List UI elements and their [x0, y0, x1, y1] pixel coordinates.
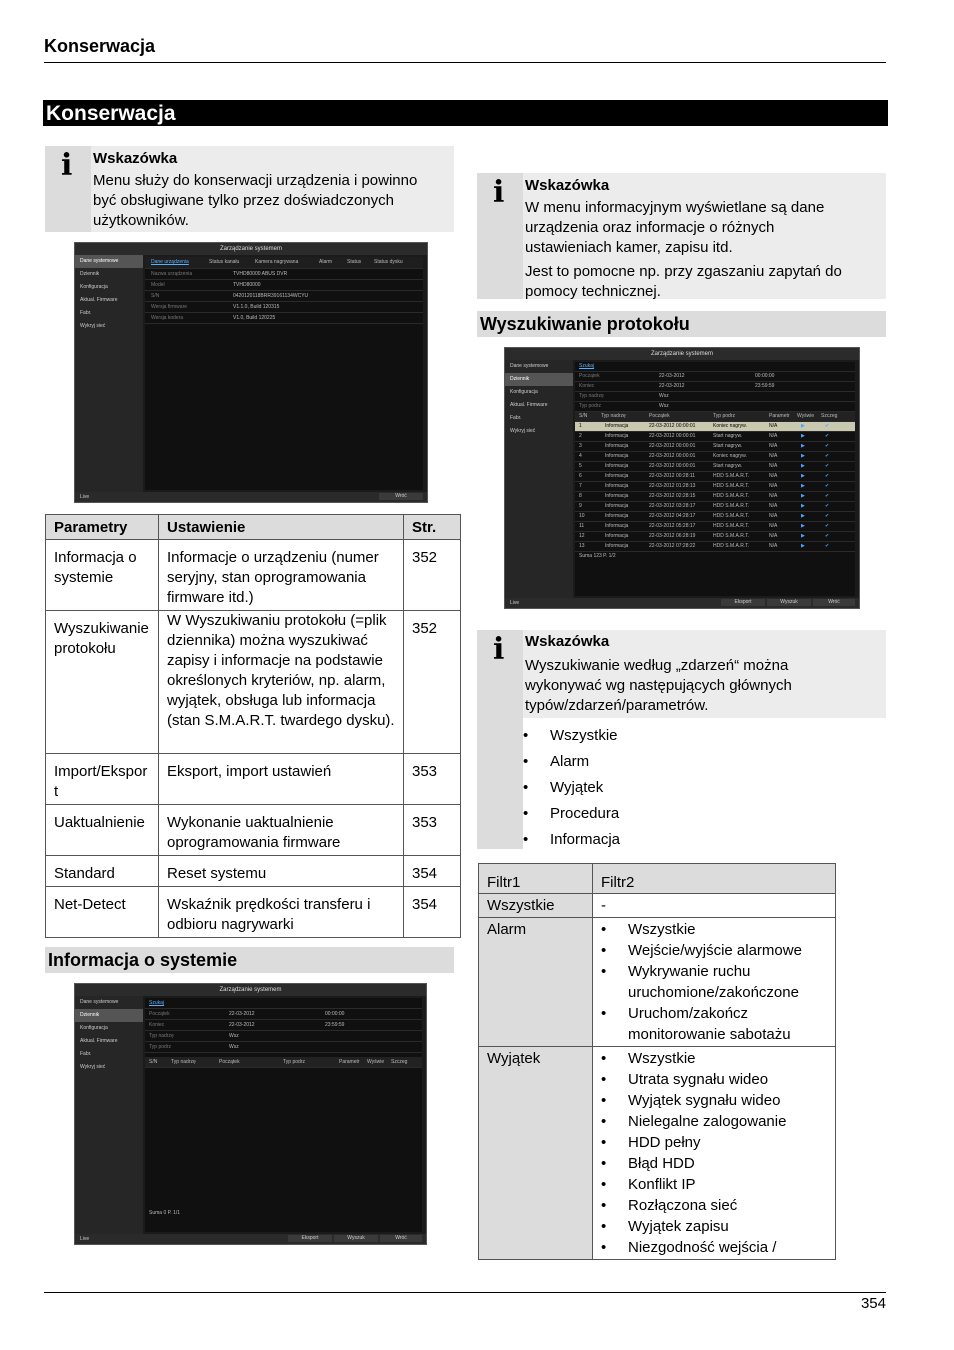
note-maintenance: [45, 146, 454, 232]
note-title: Wskazówka: [525, 177, 610, 194]
col-header: Parametry: [46, 515, 159, 540]
list-item: • Alarm: [523, 749, 620, 775]
sidebar-item-system-data[interactable]: Dane systemowe: [510, 363, 549, 369]
details-icon[interactable]: ✔: [825, 533, 830, 539]
table-cell: 22-03-2012 00:00:01: [649, 423, 696, 429]
details-icon[interactable]: ✔: [825, 473, 830, 479]
details-icon[interactable]: ✔: [825, 483, 830, 489]
table-row[interactable]: [575, 442, 855, 452]
page-number: 354: [860, 1295, 886, 1312]
info-icon: i: [45, 146, 91, 232]
filter-row[interactable]: Początek 22-03-2012 00:00:00: [145, 1009, 422, 1020]
play-icon[interactable]: ▶: [801, 463, 805, 469]
result-summary: Suma 0 P. 1/1: [149, 1210, 181, 1216]
table-cell: Start nagryw.: [713, 443, 743, 449]
list-item: • Wyjątek: [523, 775, 620, 801]
table-row[interactable]: [575, 472, 855, 482]
live-label: Live: [80, 494, 90, 500]
table-cell: W Wyszukiwaniu protokołu (=plik dziennika) można wyszukiwać zapisy i informacje na podstawie określonych kryteriów, np. alarm, wyjątek, obsługa lub informacja (stan S.M.A.R.T. twardego dysku).: [159, 611, 404, 754]
table-cell: HDD S.M.A.R.T.: [713, 473, 750, 479]
table-cell: Informacja: [605, 463, 629, 469]
subheading-log-search: Wyszukiwanie protokołu: [477, 311, 886, 337]
export-button[interactable]: Eksport: [288, 1235, 332, 1242]
section-banner: Konserwacja: [43, 100, 888, 126]
table-cell: 12: [579, 533, 585, 539]
table-row[interactable]: [575, 452, 855, 462]
table-cell: 22-03-2012 00:00:01: [649, 433, 696, 439]
table-cell: -: [593, 894, 836, 918]
list-item: • HDD pełny: [601, 1132, 827, 1153]
table-cell: N/A: [769, 523, 778, 529]
result-header: S/N Typ nadrzę Początek Typ podrz Parametr Wyświe Szczeg: [145, 1057, 422, 1068]
col-header: Ustawienie: [159, 515, 404, 540]
back-button[interactable]: Wróć: [379, 493, 423, 500]
table-cell: 22-03-2012 03:28:17: [649, 503, 696, 509]
play-icon[interactable]: ▶: [801, 433, 805, 439]
sidebar-item-factory[interactable]: Fabr.: [80, 310, 92, 316]
list-item: • Wejście/wyjście alarmowe: [601, 940, 827, 961]
table-cell: Informacja: [605, 493, 629, 499]
play-icon[interactable]: ▶: [801, 523, 805, 529]
table-cell: Start nagryw.: [713, 463, 743, 469]
info-row: Model TVHD80000: [145, 280, 423, 291]
tab-recording-camera[interactable]: Kamera nagrywana: [255, 259, 299, 265]
filter-row[interactable]: Typ podrz Wsz: [145, 1042, 422, 1053]
play-icon[interactable]: ▶: [801, 503, 805, 509]
table-cell: Informacje o urządzeniu (numer seryjny, stan oprogramowania firmware itd.): [159, 540, 404, 611]
table-row[interactable]: [575, 492, 855, 502]
table-cell: 353: [404, 805, 461, 856]
table-cell: 4: [579, 453, 582, 459]
info-panel: [145, 257, 423, 490]
list-item: • Konflikt IP: [601, 1174, 827, 1195]
sidebar-item-log[interactable]: Dziennik: [75, 1009, 143, 1022]
filter-row[interactable]: Koniec 22-03-2012 23:59:59: [575, 382, 855, 392]
table-cell: 22-03-2012 00:00:01: [649, 463, 696, 469]
sidebar: [505, 360, 573, 598]
table-cell: N/A: [769, 513, 778, 519]
table-cell: HDD S.M.A.R.T.: [713, 513, 750, 519]
table-cell: Net-Detect: [46, 887, 159, 938]
table-cell: Informacja: [605, 483, 629, 489]
info-row: Nazwa urządzenia TVHD80000 ABUS DVR: [145, 269, 423, 280]
play-icon[interactable]: ▶: [801, 493, 805, 499]
table-cell: HDD S.M.A.R.T.: [713, 503, 750, 509]
table-cell: N/A: [769, 423, 778, 429]
table-cell: 22-03-2012 05:28:17: [649, 523, 696, 529]
list-item: • Procedura: [523, 801, 620, 827]
dvr-screenshot-system-info: [74, 242, 428, 503]
note-info-menu: [477, 173, 886, 299]
table-cell: 8: [579, 493, 582, 499]
search-button[interactable]: Wyszuk: [334, 1235, 378, 1242]
table-cell: HDD S.M.A.R.T.: [713, 533, 750, 539]
tab-bar: [145, 257, 423, 269]
log-panel: [575, 362, 855, 596]
info-row: Wersja kodera V1.0, Build 120225: [145, 313, 423, 324]
sidebar-item-log[interactable]: Dziennik: [505, 373, 573, 386]
play-icon[interactable]: ▶: [801, 533, 805, 539]
dvr-screenshot-log-empty: [74, 983, 427, 1245]
table-cell: N/A: [769, 543, 778, 549]
table-cell: HDD S.M.A.R.T.: [713, 483, 750, 489]
table-row[interactable]: [575, 482, 855, 492]
search-tab: Szukaj: [575, 362, 855, 372]
filter-row[interactable]: Typ nadrzę Wsz: [145, 1031, 422, 1042]
table-cell: 13: [579, 543, 585, 549]
table-cell: Informacja o systemie: [46, 540, 159, 611]
table-cell: N/A: [769, 533, 778, 539]
list-item: • Wyjątek sygnału wideo: [601, 1090, 827, 1111]
play-icon[interactable]: ▶: [801, 443, 805, 449]
table-cell: Informacja: [605, 503, 629, 509]
details-icon[interactable]: ✔: [825, 433, 830, 439]
window-title: Zarządzanie systemem: [505, 348, 859, 360]
table-cell: Wykonanie uaktualnienie oprogramowania firmware: [159, 805, 404, 856]
table-cell: [593, 918, 836, 1047]
table-cell: 2: [579, 433, 582, 439]
export-button[interactable]: Eksport: [721, 599, 765, 606]
table-cell: 354: [404, 856, 461, 887]
table-cell: HDD S.M.A.R.T.: [713, 543, 750, 549]
table-cell: 9: [579, 503, 582, 509]
table-row[interactable]: [575, 532, 855, 542]
footer-rule: [44, 1292, 886, 1293]
parameters-table: [45, 514, 461, 938]
list-item: • Błąd HDD: [601, 1153, 827, 1174]
col-header: Str.: [404, 515, 461, 540]
details-icon[interactable]: ✔: [825, 543, 830, 549]
list-item: • Informacja: [523, 827, 620, 853]
filter-row[interactable]: Koniec 22-03-2012 23:59:59: [145, 1020, 422, 1031]
tab-disk-status[interactable]: Status dysku: [374, 259, 403, 265]
table-cell: Informacja: [605, 543, 629, 549]
dvr-screenshot-log-results: [504, 347, 860, 609]
info-row: S/N 0420120118BRR39161134WCYU: [145, 291, 423, 302]
play-icon[interactable]: ▶: [801, 453, 805, 459]
table-cell: 22-03-2012 01:28:13: [649, 483, 696, 489]
table-cell: Informacja: [605, 423, 629, 429]
table-cell: 22-03-2012 02:28:15: [649, 493, 696, 499]
back-button[interactable]: Wróć: [380, 1235, 422, 1242]
window-title: Zarządzanie systemem: [75, 243, 427, 255]
details-icon[interactable]: ✔: [825, 493, 830, 499]
tab-status[interactable]: Status: [347, 259, 362, 265]
table-cell: N/A: [769, 483, 778, 489]
table-cell: 11: [579, 523, 585, 529]
table-cell: Eksport, import ustawień: [159, 754, 404, 805]
table-cell: 22-03-2012 04:28:17: [649, 513, 696, 519]
sidebar-item-firmware[interactable]: Aktual. Firmware: [80, 297, 118, 303]
table-cell: 5: [579, 463, 582, 469]
list-item: • Wszystkie: [601, 919, 827, 940]
sidebar-item-config[interactable]: Konfiguracja: [80, 1025, 108, 1031]
table-row[interactable]: [575, 542, 855, 552]
tab-device-info[interactable]: Dane urządzenia: [151, 259, 189, 265]
filter-row[interactable]: Początek 22-03-2012 00:00:00: [575, 372, 855, 382]
list-item: • Wykrywanie ruchu uruchomione/zakończone: [601, 961, 827, 1003]
sidebar: [75, 996, 143, 1234]
sidebar-item-factory[interactable]: Fabr.: [80, 1051, 92, 1057]
sidebar-item-system-data[interactable]: Dane systemowe: [75, 255, 143, 268]
sidebar-item-log[interactable]: Dziennik: [80, 271, 100, 277]
sidebar-item-config[interactable]: Konfiguracja: [510, 389, 538, 395]
table-cell: Informacja: [605, 533, 629, 539]
live-label: Live: [510, 600, 520, 606]
table-cell: HDD S.M.A.R.T.: [713, 493, 750, 499]
play-icon[interactable]: ▶: [801, 423, 805, 429]
table-cell: N/A: [769, 463, 778, 469]
table-cell: 22-03-2012 00:28:11: [649, 473, 696, 479]
list-item: • Niezgodność wejścia /: [601, 1237, 827, 1258]
list-item: • Nielegalne zalogowanie: [601, 1111, 827, 1132]
table-cell: 22-03-2012 06:28:19: [649, 533, 696, 539]
note-title: Wskazówka: [525, 633, 610, 650]
table-cell: 352: [404, 611, 461, 754]
table-cell: N/A: [769, 443, 778, 449]
table-row[interactable]: [575, 522, 855, 532]
search-tab: Szukaj: [145, 998, 422, 1009]
sidebar-item-firmware[interactable]: Aktual. Firmware: [80, 1038, 118, 1044]
list-item: • Rozłączona sieć: [601, 1195, 827, 1216]
note-title: Wskazówka: [93, 150, 178, 167]
details-icon[interactable]: ✔: [825, 513, 830, 519]
tab-channel-status[interactable]: Status kanału: [209, 259, 240, 265]
result-list: [575, 422, 855, 552]
filter-table: [478, 863, 836, 1260]
table-cell: Reset systemu: [159, 856, 404, 887]
table-cell: Wskaźnik prędkości transferu i odbioru nagrywarki: [159, 887, 404, 938]
col-header: Filtr2: [593, 864, 836, 894]
table-cell: 10: [579, 513, 585, 519]
filter-row[interactable]: Typ nadrzę Wsz: [575, 392, 855, 402]
table-row[interactable]: [575, 462, 855, 472]
table-cell: 7: [579, 483, 582, 489]
tab-alarm[interactable]: Alarm: [319, 259, 333, 265]
table-cell: Start nagryw.: [713, 433, 743, 439]
back-button[interactable]: Wróć: [813, 599, 855, 606]
table-row[interactable]: [575, 512, 855, 522]
sidebar: [75, 255, 143, 492]
table-cell: N/A: [769, 493, 778, 499]
table-cell: 22-03-2012 00:00:01: [649, 443, 696, 449]
table-cell: Informacja: [605, 433, 629, 439]
table-cell: Standard: [46, 856, 159, 887]
search-button[interactable]: Wyszuk: [767, 599, 811, 606]
running-header: Konserwacja: [44, 36, 156, 56]
table-cell: Wyszukiwanie protokołu: [46, 611, 159, 754]
log-panel: [145, 998, 422, 1232]
play-icon[interactable]: ▶: [801, 483, 805, 489]
details-icon[interactable]: ✔: [825, 453, 830, 459]
info-icon: i: [477, 173, 523, 299]
filter-row[interactable]: Typ podrz Wsz: [575, 402, 855, 412]
status-bar: [75, 492, 427, 502]
note-text: W menu informacyjnym wyświetlane są dane urządzenia oraz informacje o różnych ustawieniach kamer, zapisu itd. Jest to pomocne np. przy zgaszaniu zapytań do pomocy technicznej.: [525, 199, 842, 300]
table-cell: 3: [579, 443, 582, 449]
table-cell: N/A: [769, 433, 778, 439]
table-cell: Koniec nagryw.: [713, 453, 747, 459]
table-cell: 6: [579, 473, 582, 479]
list-item: • Wszystkie: [601, 1048, 827, 1069]
table-row[interactable]: [575, 422, 855, 432]
table-cell: Wszystkie: [479, 894, 593, 918]
table-row[interactable]: [575, 432, 855, 442]
event-type-list: [523, 723, 620, 853]
sidebar-item-factory[interactable]: Fabr.: [510, 415, 522, 421]
play-icon[interactable]: ▶: [801, 543, 805, 549]
details-icon[interactable]: ✔: [825, 523, 830, 529]
table-row[interactable]: [575, 502, 855, 512]
details-icon[interactable]: ✔: [825, 423, 830, 429]
table-cell: N/A: [769, 453, 778, 459]
table-cell: N/A: [769, 473, 778, 479]
list-item: • Wyjątek zapisu: [601, 1216, 827, 1237]
list-item: • Wszystkie: [523, 723, 620, 749]
list-item: • Uruchom/zakończ monitorowanie sabotażu: [601, 1003, 827, 1045]
details-icon[interactable]: ✔: [825, 503, 830, 509]
info-row: Wersja firmware V1.1.0, Build 120315: [145, 302, 423, 313]
table-cell: 353: [404, 754, 461, 805]
table-cell: N/A: [769, 503, 778, 509]
col-header: Filtr1: [479, 864, 593, 894]
table-cell: HDD S.M.A.R.T.: [713, 523, 750, 529]
table-cell: 352: [404, 540, 461, 611]
table-cell: Informacja: [605, 473, 629, 479]
result-summary: Suma 123 P. 1/2: [579, 553, 616, 559]
play-icon[interactable]: ▶: [801, 513, 805, 519]
play-icon[interactable]: ▶: [801, 473, 805, 479]
live-label: Live: [80, 1236, 90, 1242]
table-cell: 22-03-2012 00:00:01: [649, 453, 696, 459]
header-rule: [44, 62, 886, 63]
table-cell: Import/Eksport: [46, 754, 159, 805]
list-item: • Utrata sygnału wideo: [601, 1069, 827, 1090]
sidebar-item-system-data[interactable]: Dane systemowe: [80, 999, 119, 1005]
table-cell: Wyjątek: [479, 1047, 593, 1260]
details-icon[interactable]: ✔: [825, 443, 830, 449]
note-text: Wyszukiwanie według „zdarzeń“ można wykonywać wg następujących głównych typów/zdarzeń/parametrów.: [525, 657, 792, 714]
table-cell: Informacja: [605, 513, 629, 519]
subheading-system-info: Informacja o systemie: [45, 947, 454, 973]
table-cell: Informacja: [605, 443, 629, 449]
sidebar-item-netdetect[interactable]: Wykryj sieć: [510, 428, 536, 434]
table-cell: Koniec nagryw.: [713, 423, 747, 429]
table-cell: Informacja: [605, 453, 629, 459]
result-header: S/N Typ nadrzę Początek Typ podrz Parametr Wyświe Szczeg: [575, 412, 855, 422]
info-icon: i: [477, 630, 523, 849]
table-cell: Uaktualnienie: [46, 805, 159, 856]
table-cell: [593, 1047, 836, 1260]
sidebar-item-config[interactable]: Konfiguracja: [80, 284, 108, 290]
table-cell: 22-03-2012 07:28:22: [649, 543, 696, 549]
table-cell: 1: [579, 423, 582, 429]
note-text: Menu służy do konserwacji urządzenia i powinno być obsługiwane tylko przez doświadczonych użytkowników.: [93, 172, 418, 229]
sidebar-item-netdetect[interactable]: Wykryj sieć: [80, 1064, 106, 1070]
sidebar-item-netdetect[interactable]: Wykryj sieć: [80, 323, 106, 329]
sidebar-item-firmware[interactable]: Aktual. Firmware: [510, 402, 548, 408]
table-cell: Alarm: [479, 918, 593, 1047]
table-cell: 354: [404, 887, 461, 938]
details-icon[interactable]: ✔: [825, 463, 830, 469]
window-title: Zarządzanie systemem: [75, 984, 426, 996]
table-cell: Informacja: [605, 523, 629, 529]
